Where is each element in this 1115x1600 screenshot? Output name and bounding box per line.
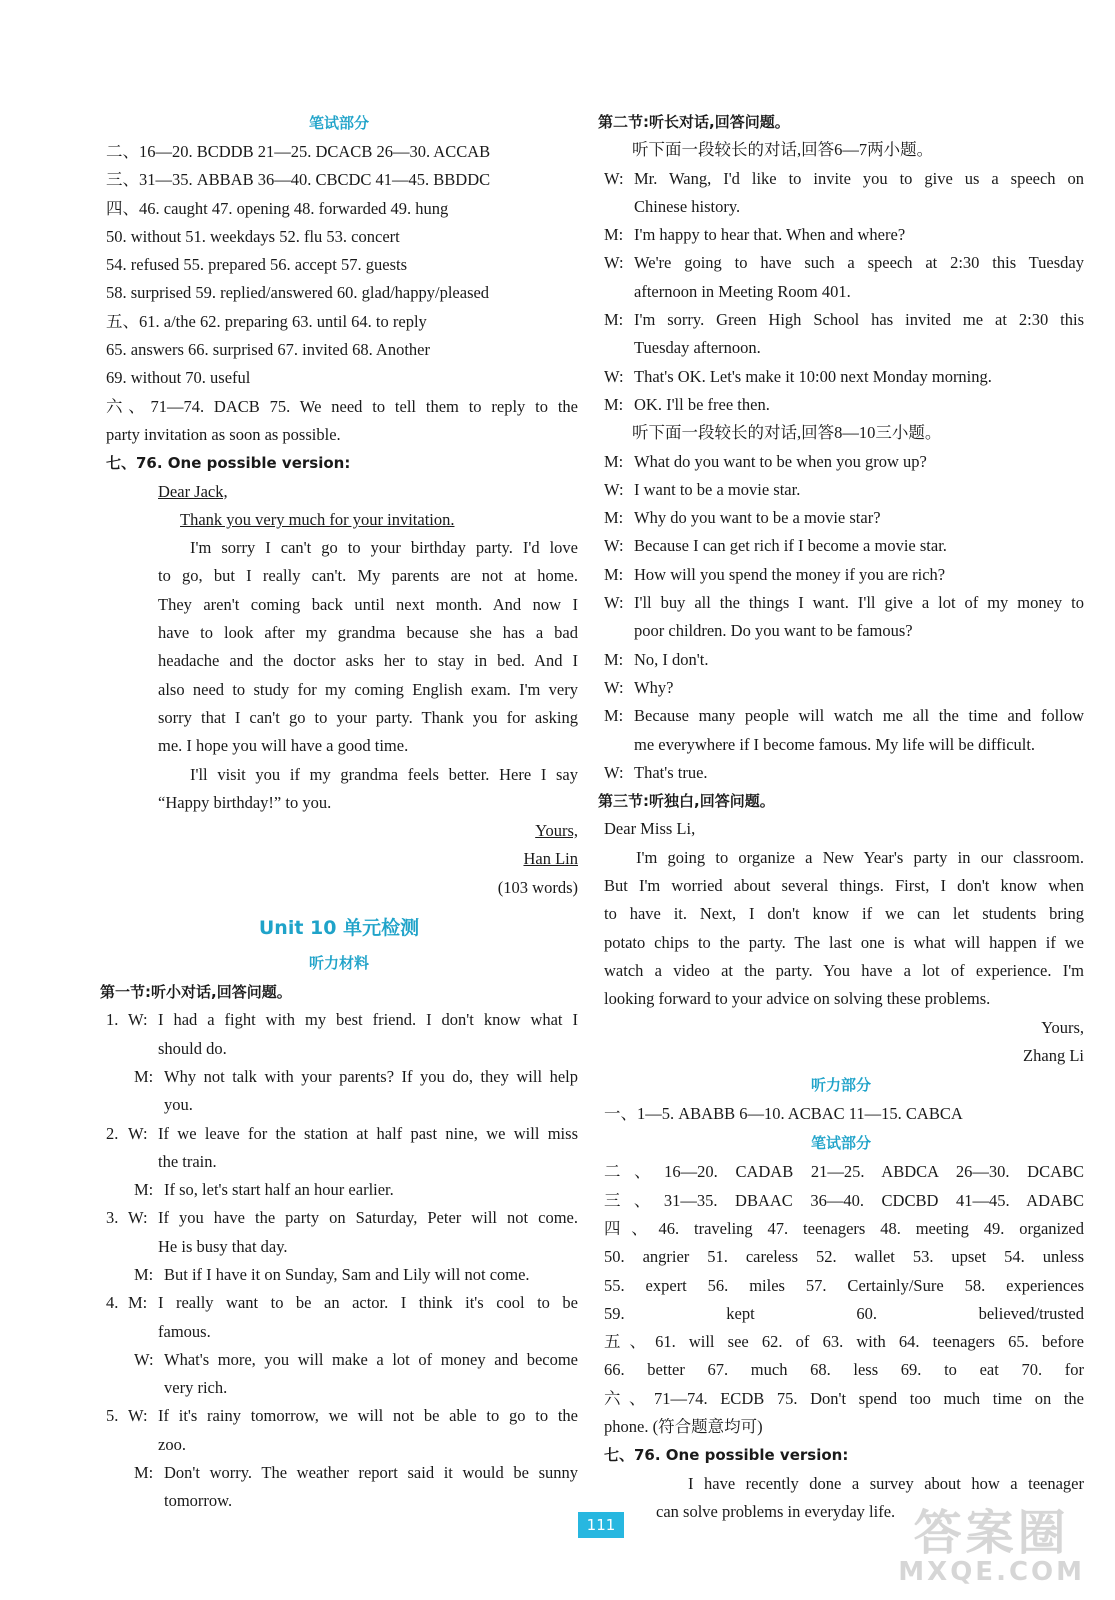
answer-line: 58. surprised 59. replied/answered 60. glad/happy/pleased [106, 283, 490, 303]
part-heading: 第三节:听独白,回答问题。 [598, 792, 775, 811]
dialog-text-line: If so, let's start half an hour earlier. [164, 1180, 394, 1200]
answer-line: 五、61. a/the 62. preparing 63. until 64. to reply [106, 311, 427, 331]
speaker-label: M: [604, 225, 624, 245]
monologue-line: watch a video at the party. You have a lot of experience. I'm [604, 960, 1084, 980]
answer-line: 59. kept 60. believed/trusted [604, 1303, 1084, 1323]
dialog-text [634, 532, 1084, 560]
dialog-text [158, 1289, 578, 1346]
dialog-text-line: How will you spend the money if you are rich? [634, 564, 946, 584]
dialog-text-line: Mr. Wang, I'd like to invite you to give us a speech on [634, 168, 1084, 188]
section-title-listening-script: 听力材料 [308, 954, 369, 973]
dialog-text [164, 1261, 578, 1289]
monologue-line: But I'm worried about several things. First, I don't know when [604, 876, 1084, 896]
part-heading: 第一节:听小对话,回答问题。 [100, 983, 292, 1002]
speaker-label: W: [604, 168, 624, 188]
dialog-text-line: What's more, you will make a lot of money and become [164, 1349, 578, 1369]
dialog-text [164, 1176, 578, 1204]
speaker-label: W: [604, 762, 624, 782]
dialog-line [598, 448, 1084, 476]
dialog-text-line: That's true. [634, 762, 708, 782]
speaker-label: W: [604, 479, 624, 499]
speaker-label: W: [604, 677, 624, 697]
watermark-url: MXQE.COM [898, 1557, 1085, 1587]
dialog-text-line: Why do you want to be a movie star? [634, 508, 881, 528]
speaker-label: M: [604, 649, 624, 669]
speaker-label: M: [604, 310, 624, 330]
dialog-text [634, 249, 1084, 306]
dialog-text [634, 759, 1084, 787]
dialog-text [158, 1006, 578, 1063]
dialog-text [634, 391, 1084, 419]
speaker-label: W: [604, 366, 624, 386]
dialog-item [100, 1120, 578, 1177]
essay-line: I have recently done a survey about how a teenager [688, 1473, 1084, 1493]
speaker-label: M: [604, 706, 624, 726]
dialog-text [634, 646, 1084, 674]
dialog-item [100, 1204, 578, 1261]
dialog-text-line: If we leave for the station at half past nine, we will miss [158, 1123, 578, 1143]
answer-line: 二、16—20. BCDDB 21—25. DCACB 26—30. ACCAB [106, 142, 491, 161]
dialog-text-line: very rich. [164, 1378, 228, 1398]
speaker-label: M: [128, 1293, 148, 1313]
dialog-line [598, 221, 1084, 249]
dialog-text-line: Chinese history. [634, 196, 741, 216]
answer-line: 五、61. will see 62. of 63. with 64. teenagers 65. before [604, 1332, 1084, 1352]
dialog-text-line: famous. [158, 1321, 211, 1341]
dialog-text-line: I'll buy all the things I want. I'll give a lot of my money to [634, 593, 1084, 613]
dialog-text [634, 363, 1084, 391]
page-number: 111 [578, 1512, 624, 1538]
speaker-label: W: [134, 1349, 154, 1369]
left-column [100, 108, 578, 1516]
speaker-label: M: [604, 451, 624, 471]
answer-line: 69. without 70. useful [106, 368, 251, 388]
dialog-intro: 听下面一段较长的对话,回答6—7两小题。 [632, 140, 934, 160]
answer-line: 四、46. traveling 47. teenagers 48. meeting 49. organized [604, 1218, 1084, 1238]
dialog-number: 5. [106, 1406, 119, 1426]
answer-line: 66. better 67. much 68. less 69. to eat 70. for [604, 1360, 1084, 1380]
letter-line: to go, but I really can't. My parents are not at home. [158, 566, 578, 586]
speaker-label: M: [604, 394, 624, 414]
letter-line: I'm sorry I can't go to your birthday party. I'd love [190, 538, 578, 558]
dialog-text-line: the train. [158, 1151, 217, 1171]
letter-word-count: (103 words) [497, 877, 578, 897]
dialog-text [634, 221, 1084, 249]
part-heading: 第二节:听长对话,回答问题。 [598, 113, 790, 131]
dialog-line [598, 476, 1084, 504]
speaker-label: W: [128, 1208, 148, 1228]
dialog-text [164, 1459, 578, 1516]
essay-heading: 七、76. One possible version: [106, 454, 351, 473]
dialog-text [164, 1063, 578, 1120]
dialog-text-line: Because many people will watch me all the time and follow [634, 706, 1084, 726]
dialog-line [598, 165, 1084, 222]
dialog-line [100, 1063, 578, 1120]
dialog-text-line: you. [164, 1095, 193, 1115]
dialog-text [158, 1204, 578, 1261]
dialog-line [100, 1459, 578, 1516]
dialog-item [100, 1006, 578, 1063]
dialog-line [598, 391, 1084, 419]
answer-line: 65. answers 66. surprised 67. invited 68. Another [106, 340, 430, 360]
dialog-text-line: If you have the party on Saturday, Peter will not come. [158, 1208, 578, 1228]
dialog-line [598, 249, 1084, 306]
monologue-closing: Yours, [1041, 1017, 1084, 1037]
dialog-line [128, 1120, 578, 1177]
dialog-text-line: I want to be a movie star. [634, 479, 801, 499]
dialog-line [128, 1402, 578, 1459]
dialog-text [634, 476, 1084, 504]
dialog-line [598, 674, 1084, 702]
dialog-text-line: If it's rainy tomorrow, we will not be able to go to the [158, 1406, 578, 1426]
speaker-label: W: [604, 593, 624, 613]
dialog-text-line: What do you want to be when you grow up? [634, 451, 927, 471]
dialog-text [158, 1120, 578, 1177]
dialog-number: 2. [106, 1123, 119, 1143]
dialog-item [100, 1402, 578, 1459]
dialog-text-line: That's OK. Let's make it 10:00 next Monday morning. [634, 366, 992, 386]
dialog-text-line: poor children. Do you want to be famous? [634, 621, 913, 641]
dialog-text-line: Why not talk with your parents? If you do, they will help [164, 1066, 578, 1086]
dialog-line [100, 1261, 578, 1289]
dialog-text-line: I had a fight with my best friend. I don't know what I [158, 1010, 578, 1030]
dialog-line [128, 1289, 578, 1346]
speaker-label: M: [134, 1180, 154, 1200]
dialog-text-line: afternoon in Meeting Room 401. [634, 281, 851, 301]
dialog-text-line: I'm happy to hear that. When and where? [634, 225, 906, 245]
unit-title: Unit 10 单元检测 [258, 917, 420, 940]
dialog-line [598, 759, 1084, 787]
dialog-number: 3. [106, 1208, 119, 1228]
answer-line: 50. angrier 51. careless 52. wallet 53. upset 54. unless [604, 1247, 1084, 1267]
answer-line: 二、16—20. CADAB 21—25. ABDCA 26—30. DCABC [604, 1162, 1084, 1182]
letter-line: They aren't coming back until next month. And now I [158, 594, 578, 614]
dialog-line [598, 306, 1084, 363]
dialog-line [128, 1006, 578, 1063]
dialog-line [598, 532, 1084, 560]
dialog-text [634, 561, 1084, 589]
essay-line: can solve problems in everyday life. [656, 1501, 896, 1521]
answer-line: 四、46. caught 47. opening 48. forwarded 49. hung [106, 198, 449, 218]
dialog-text-line: Why? [634, 677, 674, 697]
section-title-written: 笔试部分 [308, 114, 369, 132]
dialog-text [158, 1402, 578, 1459]
monologue-greeting: Dear Miss Li, [604, 819, 696, 839]
watermark-logo [898, 1505, 1085, 1587]
watermark-text: 答案圈 [913, 1505, 1070, 1561]
dialog-text-line: He is busy that day. [158, 1236, 288, 1256]
dialog-line [598, 504, 1084, 532]
dialog-item [100, 1289, 578, 1346]
dialog-line [598, 363, 1084, 391]
answer-line: 三、31—35. ABBAB 36—40. CBCDC 41—45. BBDDC [106, 170, 491, 190]
answer-line: 六、71—74. ECDB 75. Don't spend too much time on the [604, 1388, 1084, 1408]
monologue-line: potato chips to the party. The last one is what will happen if we [604, 932, 1084, 952]
dialog-text [634, 589, 1084, 646]
dialog-text [634, 306, 1084, 363]
dialog-text-line: I really want to be an actor. I think it's cool to be [158, 1293, 578, 1313]
dialog-text-line: We're going to have such a speech at 2:30 this Tuesday [634, 253, 1084, 273]
speaker-label: M: [604, 508, 624, 528]
letter-line: I'll visit you if my grandma feels better. Here I say [190, 764, 578, 784]
answer-line: 一、1—5. ABABB 6—10. ACBAC 11—15. CABCA [604, 1104, 963, 1124]
letter-closing: Yours, [535, 821, 578, 841]
letter-line: have to look after my grandma because she has a bad [158, 623, 578, 643]
dialog-line [100, 1176, 578, 1204]
speaker-label: W: [128, 1406, 148, 1426]
dialog-text-line: But if I have it on Sunday, Sam and Lily will not come. [164, 1264, 530, 1284]
letter-line: “Happy birthday!” to you. [158, 792, 332, 812]
dialog-text-line: OK. I'll be free then. [634, 394, 770, 414]
dialog-text [634, 504, 1084, 532]
dialog-text-line: Because I can get rich if I become a movie star. [634, 536, 947, 556]
answer-line: 54. refused 55. prepared 56. accept 57. guests [106, 255, 408, 275]
dialog-number: 4. [106, 1293, 119, 1313]
speaker-label: M: [604, 564, 624, 584]
monologue-line: I'm going to organize a New Year's party in our classroom. [636, 847, 1084, 867]
answer-line: 55. expert 56. miles 57. Certainly/Sure 58. experiences [604, 1275, 1084, 1295]
letter-first-line: Thank you very much for your invitation. [180, 509, 455, 529]
letter-line: also need to study for my coming English exam. I'm very [158, 679, 578, 699]
dialog-line [598, 561, 1084, 589]
section-title-written: 笔试部分 [810, 1134, 871, 1153]
dialog-text-line: zoo. [158, 1434, 186, 1454]
answer-line: party invitation as soon as possible. [106, 424, 341, 444]
dialog-line [598, 646, 1084, 674]
dialog-line [128, 1204, 578, 1261]
speaker-label: W: [604, 536, 624, 556]
dialog-intro: 听下面一段较长的对话,回答8—10三小题。 [632, 423, 942, 443]
letter-line: headache and the doctor asks her to stay in bed. And I [158, 651, 578, 671]
dialog-number: 1. [106, 1010, 119, 1030]
dialog-text-line: No, I don't. [634, 649, 709, 669]
right-column [598, 108, 1084, 1526]
speaker-label: M: [134, 1463, 154, 1483]
letter-line: sorry that I can't go to your party. Thank you for asking [158, 707, 578, 727]
monologue-signature: Zhang Li [1023, 1045, 1084, 1065]
dialog-text-line: I'm sorry. Green High School has invited me at 2:30 this [634, 310, 1084, 330]
speaker-label: M: [134, 1066, 154, 1086]
dialog-line [100, 1346, 578, 1403]
dialog-line [598, 589, 1084, 646]
essay-heading: 七、76. One possible version: [604, 1446, 849, 1465]
dialog-text [634, 702, 1084, 759]
speaker-label: W: [128, 1010, 148, 1030]
monologue-line: to have it. Next, I don't know if we can let students bring [604, 904, 1084, 924]
dialog-text-line: Tuesday afternoon. [634, 338, 761, 358]
speaker-label: M: [134, 1264, 154, 1284]
dialog-text [164, 1346, 578, 1403]
answer-line: 三、31—35. DBAAC 36—40. CDCBD 41—45. ADABC [604, 1190, 1084, 1210]
dialog-text-line: tomorrow. [164, 1491, 233, 1511]
monologue-line: looking forward to your advice on solving these problems. [604, 989, 991, 1009]
answer-line: 六、71—74. DACB 75. We need to tell them to reply to the [106, 396, 578, 416]
dialog-text-line: Don't worry. The weather report said it would be sunny [164, 1463, 578, 1483]
speaker-label: W: [128, 1123, 148, 1143]
dialog-text [634, 165, 1084, 222]
letter-greeting: Dear Jack, [158, 481, 228, 501]
section-title-listening: 听力部分 [810, 1076, 871, 1095]
letter-signature: Han Lin [523, 849, 578, 869]
dialog-text-line: me everywhere if I become famous. My life will be difficult. [634, 734, 1036, 754]
answer-line: phone. (符合题意均可) [604, 1417, 763, 1437]
dialog-text [634, 448, 1084, 476]
dialog-line [598, 702, 1084, 759]
letter-line: me. I hope you will have a good time. [158, 736, 409, 756]
dialog-text [634, 674, 1084, 702]
dialog-text-line: should do. [158, 1038, 227, 1058]
speaker-label: W: [604, 253, 624, 273]
answer-line: 50. without 51. weekdays 52. flu 53. concert [106, 226, 400, 246]
